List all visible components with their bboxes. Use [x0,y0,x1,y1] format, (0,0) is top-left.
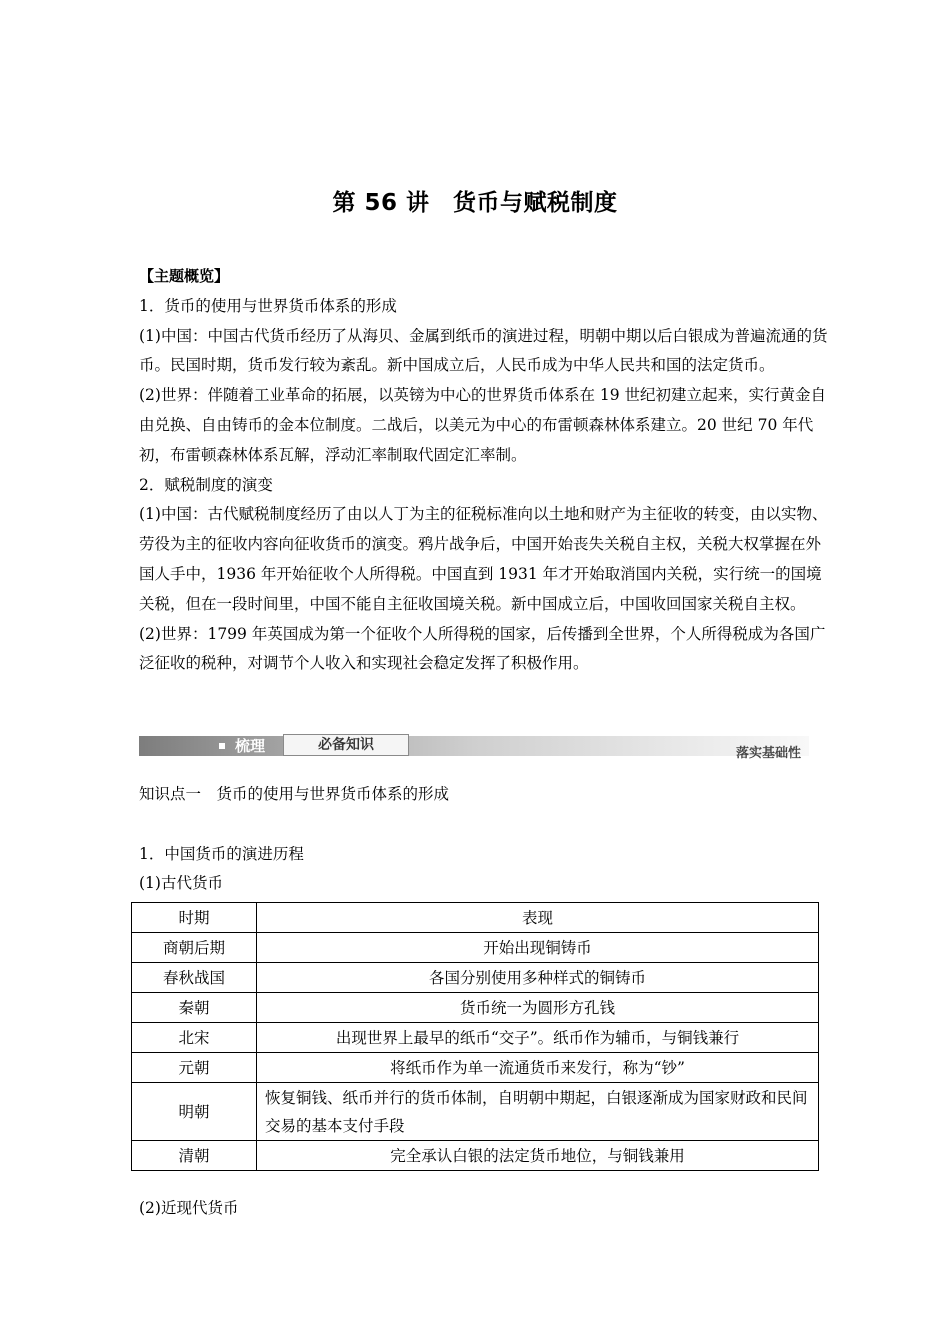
ancient-currency-table [131,902,819,1171]
paragraph: (2)世界：伴随着工业革命的拓展，以英镑为中心的世界货币体系在 19 世纪初建立起来，实行黄金自由兑换、自由铸币的金本位制度。二战后，以美元为中心的布雷顿森林体系建立。20 世纪 70 年代初，布雷顿森林体系瓦解，浮动汇率制取代固定汇率制。 [139,386,827,464]
table-cell: 货币统一为圆形方孔钱 [257,993,819,1023]
table-cell: 将纸币作为单一流通货币来发行，称为“钞” [257,1053,819,1083]
table-cell: 春秋战国 [132,963,257,993]
table-row [132,1141,819,1171]
table-header: 时期 [132,903,257,933]
banner-left [139,736,283,756]
knowledge-point-heading: 知识点一 货币的使用与世界货币体系的形成 [139,785,450,803]
banner-right-label: 落实基础性 [735,746,801,761]
paragraph: (1)中国：中国古代货币经历了从海贝、金属到纸币的演进过程，明朝中期以后白银成为普遍流通的货币。民国时期，货币发行较为紊乱。新中国成立后，人民币成为中华人民共和国的法定货币。 [139,326,828,375]
banner-left-label: 梳理 [235,737,266,755]
table-cell: 元朝 [132,1053,257,1083]
section-heading: 1．中国货币的演进历程 [139,845,304,863]
table-cell: 完全承认白银的法定货币地位，与铜钱兼用 [257,1141,819,1171]
overview-heading: 【主题概览】 [139,267,230,285]
table-header: 表现 [257,903,819,933]
section-banner [139,732,809,762]
table-row [132,1053,819,1083]
page-title: 第 56 讲 货币与赋税制度 [332,190,618,216]
subsection-heading: (1)古代货币 [139,874,223,892]
table-cell: 开始出现铜铸币 [257,933,819,963]
subsection-heading: (2)近现代货币 [139,1199,239,1217]
table-cell: 明朝 [132,1083,257,1141]
table-cell: 出现世界上最早的纸币“交子”。纸币作为辅币，与铜钱兼行 [257,1023,819,1053]
table-row [132,1083,819,1141]
table-cell: 北宋 [132,1023,257,1053]
table-header-row [132,903,819,933]
overview-section [139,262,829,679]
section-heading: 2．赋税制度的演变 [139,475,273,494]
paragraph: (2)世界：1799 年英国成为第一个征收个人所得税的国家，后传播到全世界，个人所得税成为各国广泛征收的税种，对调节个人收入和实现社会稳定发挥了积极作用。 [139,624,826,673]
banner-middle-label: 必备知识 [283,734,409,756]
table-cell: 恢复铜钱、纸币并行的货币体制，自明朝中期起，白银逐渐成为国家财政和民间交易的基本支付手段 [257,1083,819,1141]
table-cell: 清朝 [132,1141,257,1171]
table-row [132,1023,819,1053]
table-cell: 各国分别使用多种样式的铜铸币 [257,963,819,993]
table-row [132,993,819,1023]
table-row [132,933,819,963]
paragraph: (1)中国：古代赋税制度经历了由以人丁为主的征税标准向以土地和财产为主征收的转变，由以实物、劳役为主的征收内容向征收货币的演变。鸦片战争后，中国开始丧失关税自主权，关税大权掌握在外国人手中，1936 年开始征收个人所得税。中国直到 1931 年才开始取消国内关税，实行统一的国境关税，但在一段时间里，中国不能自主征收国境关税。新中国成立后，中国收回国家关税自主权。 [139,505,828,613]
table-cell: 商朝后期 [132,933,257,963]
square-bullet-icon [219,743,225,749]
section-heading: 1．货币的使用与世界货币体系的形成 [139,296,397,315]
table-cell: 秦朝 [132,993,257,1023]
table-row [132,963,819,993]
